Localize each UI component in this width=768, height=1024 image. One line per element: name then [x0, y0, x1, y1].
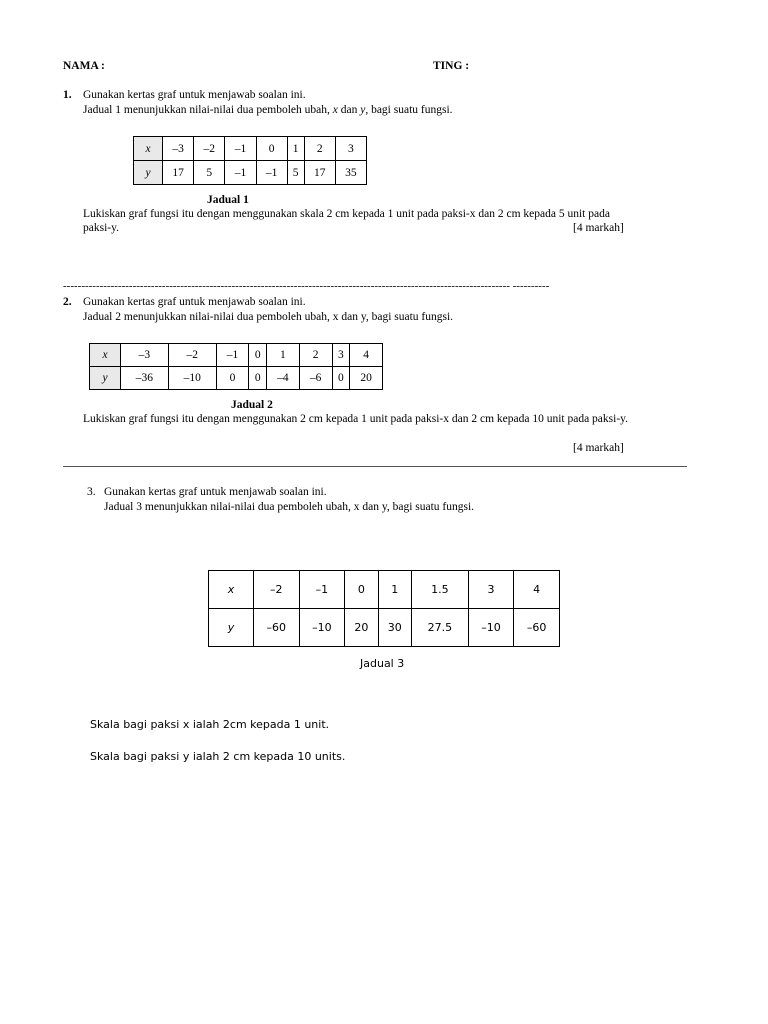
table-2: [89, 343, 383, 390]
table-3-y-cell: –60: [514, 609, 560, 647]
table-3-row-y: [209, 609, 560, 647]
table-2-y-cell: 20: [350, 367, 383, 390]
form-label: TING :: [433, 60, 470, 72]
table-2-y-cell: –10: [168, 367, 216, 390]
table-1-x-cell: –2: [194, 137, 225, 161]
table-1-x-cell: 2: [304, 137, 335, 161]
dashed-divider: -------------------------------------------------------------------------------------------------------------------------- ----------: [63, 280, 550, 292]
question-1-line-1: Gunakan kertas graf untuk menjawab soalan ini.: [83, 89, 306, 101]
question-2-line-1: Gunakan kertas graf untuk menjawab soalan ini.: [83, 296, 306, 308]
table-2-y-cell: 0: [249, 367, 267, 390]
table-2-x-cell: 2: [299, 344, 332, 367]
table-3-y-cell: –10: [299, 609, 345, 647]
table-3-caption: Jadual 3: [360, 657, 405, 670]
question-2-number: 2.: [63, 296, 72, 308]
table-2-x-cell: 4: [350, 344, 383, 367]
table-2-y-cell: –4: [267, 367, 300, 390]
table-3-y-cell: 20: [345, 609, 378, 647]
table-3-x-cell: 1: [378, 571, 411, 609]
question-2-instruction: Lukiskan graf fungsi itu dengan menggunakan 2 cm kepada 1 unit pada paksi-x dan 2 cm kepada 10 unit pada paksi-y.: [83, 413, 629, 425]
table-2-x-cell: –1: [216, 344, 249, 367]
table-1-y-cell: 17: [163, 161, 194, 185]
table-2-x-label: x: [90, 344, 121, 367]
table-3-x-cell: 3: [468, 571, 514, 609]
table-1-y-label: y: [134, 161, 163, 185]
question-3-scale-x: Skala bagi paksi x ialah 2cm kepada 1 unit.: [90, 718, 330, 731]
table-2-y-label: y: [90, 367, 121, 390]
table-1-x-cell: 1: [287, 137, 304, 161]
question-1-line-2: Jadual 1 menunjukkan nilai-nilai dua pemboleh ubah, x dan y, bagi suatu fungsi.: [83, 104, 453, 116]
question-3-line-1: Gunakan kertas graf untuk menjawab soalan ini.: [104, 486, 327, 498]
table-3: [208, 570, 560, 647]
table-1: [133, 136, 367, 185]
table-1-y-cell: 5: [194, 161, 225, 185]
question-1-instruction-2: paksi-y.: [83, 222, 119, 234]
table-3-x-label: x: [209, 571, 254, 609]
table-2-y-cell: 0: [216, 367, 249, 390]
table-2-x-cell: –2: [168, 344, 216, 367]
table-1-x-cell: –1: [225, 137, 256, 161]
question-1-marks: [4 markah]: [573, 222, 624, 234]
table-1-y-cell: –1: [225, 161, 256, 185]
solid-divider: [63, 466, 687, 467]
table-2-x-cell: 0: [249, 344, 267, 367]
table-1-x-label: x: [134, 137, 163, 161]
table-2-caption: Jadual 2: [231, 399, 273, 411]
table-1-row-y: [134, 161, 367, 185]
table-3-x-cell: –1: [299, 571, 345, 609]
table-1-y-cell: 17: [304, 161, 335, 185]
question-1-number: 1.: [63, 89, 72, 101]
table-2-x-cell: 1: [267, 344, 300, 367]
table-1-x-cell: 3: [335, 137, 366, 161]
table-1-x-cell: 0: [256, 137, 287, 161]
table-1-row-x: [134, 137, 367, 161]
question-3-line-2: Jadual 3 menunjukkan nilai-nilai dua pemboleh ubah, x dan y, bagi suatu fungsi.: [104, 501, 475, 513]
table-1-x-cell: –3: [163, 137, 194, 161]
table-3-x-cell: 1.5: [411, 571, 468, 609]
table-1-caption: Jadual 1: [207, 194, 249, 206]
table-2-y-cell: –36: [121, 367, 169, 390]
table-2-y-cell: 0: [332, 367, 350, 390]
table-2-y-cell: –6: [299, 367, 332, 390]
table-1-y-cell: 35: [335, 161, 366, 185]
table-1-y-cell: –1: [256, 161, 287, 185]
question-2-marks: [4 markah]: [573, 442, 624, 454]
table-2-x-cell: 3: [332, 344, 350, 367]
question-2-line-2: Jadual 2 menunjukkan nilai-nilai dua pemboleh ubah, x dan y, bagi suatu fungsi.: [83, 311, 454, 323]
table-3-x-cell: 4: [514, 571, 560, 609]
table-3-y-cell: 27.5: [411, 609, 468, 647]
table-3-y-label: y: [209, 609, 254, 647]
table-3-y-cell: –10: [468, 609, 514, 647]
question-3-scale-y: Skala bagi paksi y ialah 2 cm kepada 10 units.: [90, 750, 346, 763]
table-3-x-cell: 0: [345, 571, 378, 609]
table-3-y-cell: –60: [254, 609, 300, 647]
table-2-row-y: [90, 367, 383, 390]
table-3-x-cell: –2: [254, 571, 300, 609]
question-3-number: 3.: [87, 486, 96, 498]
table-1-y-cell: 5: [287, 161, 304, 185]
table-3-row-x: [209, 571, 560, 609]
question-1-instruction-1: Lukiskan graf fungsi itu dengan menggunakan skala 2 cm kepada 1 unit pada paksi-x dan 2 cm kepada 5 unit pada: [83, 208, 610, 220]
table-3-y-cell: 30: [378, 609, 411, 647]
table-2-row-x: [90, 344, 383, 367]
table-2-x-cell: –3: [121, 344, 169, 367]
name-label: NAMA :: [63, 60, 105, 72]
